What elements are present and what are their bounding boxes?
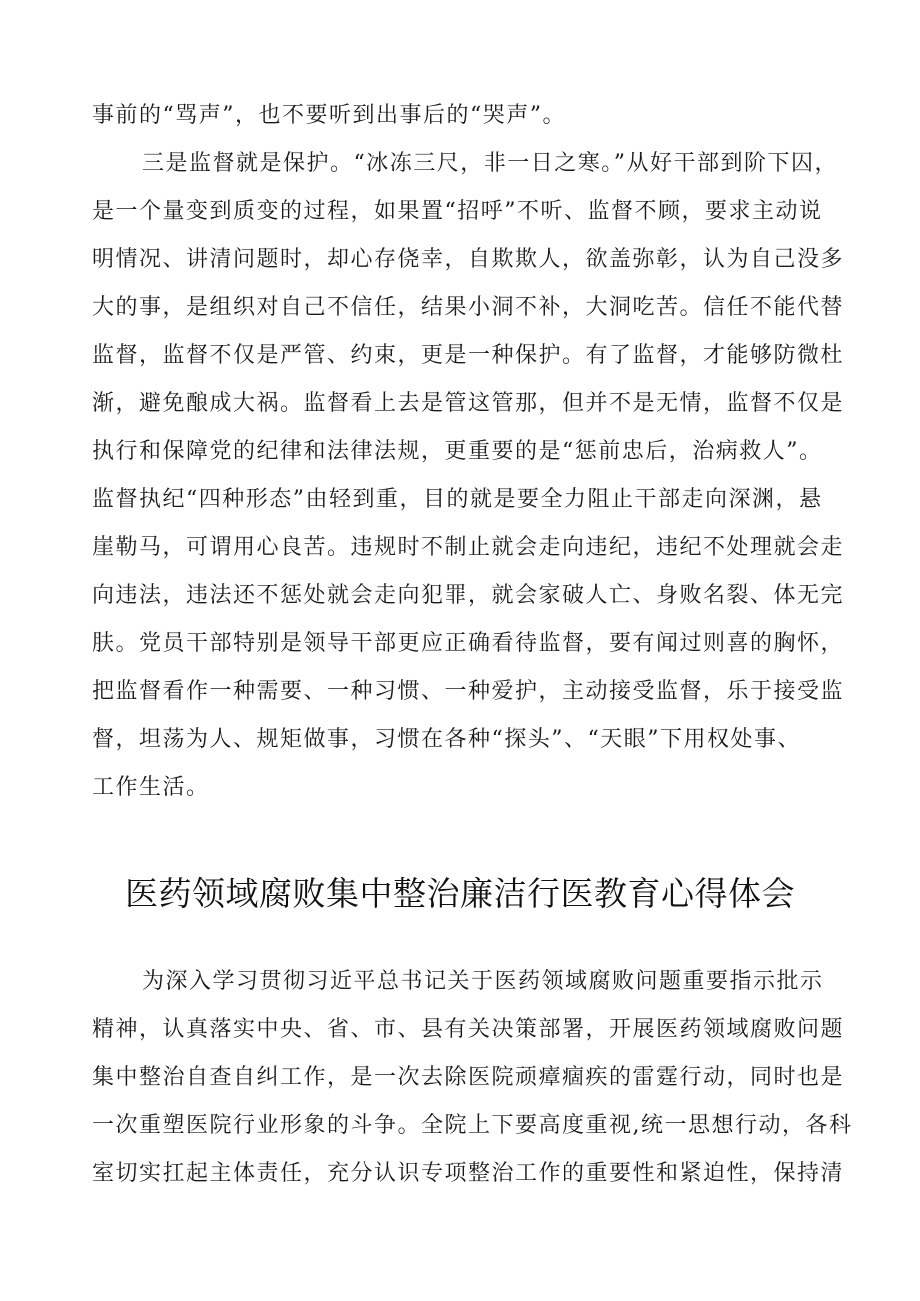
text-line: 崖勒马，可谓用心良苦。违规时不制止就会走向违纪，违纪不处理就会走	[92, 535, 845, 560]
text-line: 集中整治自查自纠工作，是一次去除医院顽瘴痼疾的雷霆行动，同时也是	[92, 1065, 845, 1090]
body-text-section-1	[92, 92, 845, 812]
paragraph-first-line: 三是监督就是保护。“冰冻三尺，非一日之寒。”从好干部到阶下囚，	[142, 151, 838, 176]
text-line: 一次重塑医院行业形象的斗争。全院上下要高度重视,统一思想行动，各科	[92, 1113, 853, 1138]
text-line: 督，坦荡为人、规矩做事，习惯在各种“探头”、“天眼”下用权处事、	[92, 727, 801, 752]
text-line: 执行和保障党的纪律和法律法规，更重要的是“惩前忠后，治病救人”。	[92, 439, 823, 464]
text-line: 是一个量变到质变的过程，如果置“招呼”不听、监督不顾，要求主动说	[92, 199, 823, 224]
text-line: 把监督看作一种需要、一种习惯、一种爱护，主动接受监督，乐于接受监	[92, 679, 845, 704]
text-line: 渐，避免酿成大祸。监督看上去是管这管那，但并不是无情，监督不仅是	[92, 391, 845, 416]
text-line: 监督，监督不仅是严管、约束，更是一种保护。有了监督，才能够防微杜	[92, 343, 845, 368]
text-line: 明情况、讲清问题时，却心存侥幸，自欺欺人，欲盖弥彰，认为自己没多	[92, 247, 845, 272]
paragraph-first-line: 为深入学习贯彻习近平总书记关于医药领域腐败问题重要指示批示	[142, 969, 824, 994]
article-title: 医药领域腐败集中整治廉洁行医教育心得体会	[125, 874, 795, 913]
text-line: 大的事，是组织对自己不信任，结果小洞不补，大洞吃苦。信任不能代替	[92, 295, 845, 320]
text-line: 向违法，违法还不惩处就会走向犯罪，就会家破人亡、身败名裂、体无完	[92, 583, 845, 608]
text-line: 事前的“骂声”，也不要听到出事后的“哭声”。	[92, 103, 566, 128]
text-line: 肤。党员干部特别是领导干部更应正确看待监督，要有闻过则喜的胸怀，	[92, 631, 845, 656]
text-line: 监督执纪“四种形态”由轻到重，目的就是要全力阻止干部走向深渊，悬	[92, 487, 823, 512]
text-line: 室切实扛起主体责任，充分认识专项整治工作的重要性和紧迫性，保持清	[92, 1161, 845, 1186]
text-line: 工作生活。	[92, 775, 210, 800]
body-text-section-2	[92, 958, 853, 1198]
text-line: 精神，认真落实中央、省、市、县有关决策部署，开展医药领域腐败问题	[92, 1017, 845, 1042]
